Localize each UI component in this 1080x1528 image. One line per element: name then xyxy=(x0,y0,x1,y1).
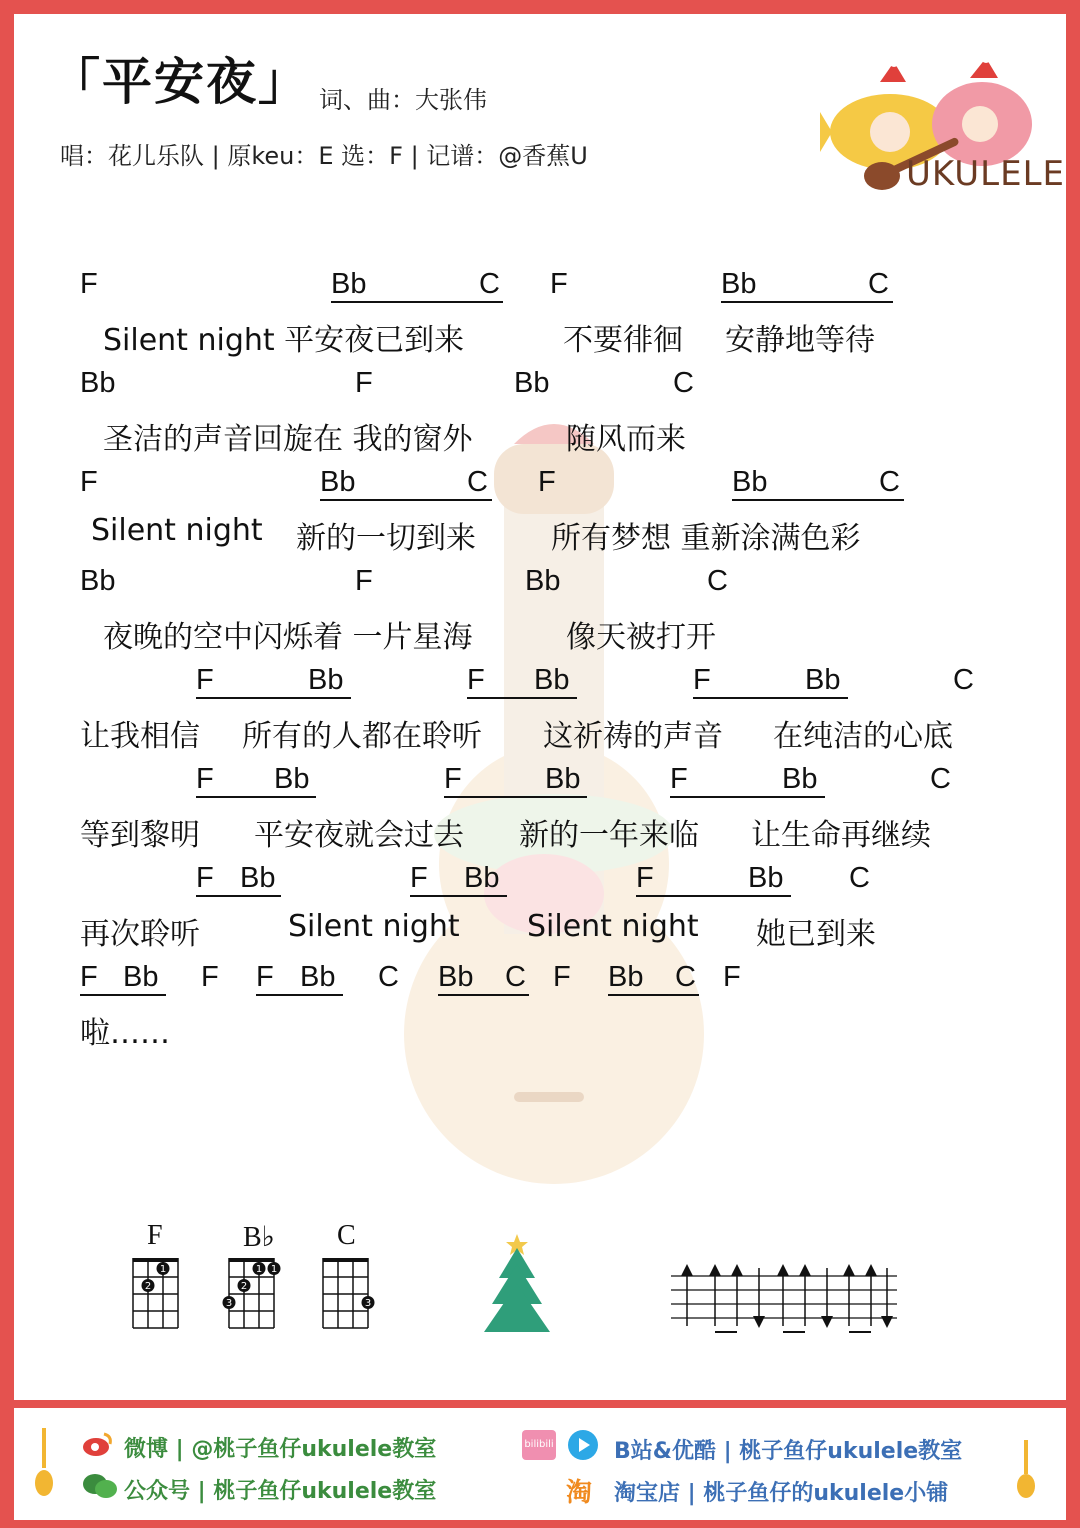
chord-underline xyxy=(438,994,529,996)
chord-symbol: Bb xyxy=(300,961,336,993)
weibo-link[interactable]: 微博 | @桃子鱼仔ukulele教室 xyxy=(124,1437,437,1462)
chord-underline xyxy=(196,895,281,897)
chord-underline xyxy=(608,994,699,996)
taobao-link[interactable]: 淘宝店 | 桃子鱼仔的ukulele小铺 xyxy=(614,1481,949,1506)
finger-dot xyxy=(362,1296,375,1309)
chord-underline xyxy=(320,499,492,501)
ukulele-right-icon xyxy=(1016,1440,1036,1500)
chord-symbol: F xyxy=(355,565,373,597)
chord-underline xyxy=(467,697,577,699)
chord-symbol: Bb xyxy=(308,664,344,696)
chord-symbol: Bb xyxy=(805,664,841,696)
chord-symbol: C xyxy=(479,268,500,300)
chord-symbol: F xyxy=(553,961,571,993)
chord-symbol: F xyxy=(256,961,274,993)
weibo-icon xyxy=(82,1430,114,1458)
chord-symbol: Bb xyxy=(721,268,757,300)
chord-symbol: Bb xyxy=(608,961,644,993)
chord-symbol: F xyxy=(636,862,654,894)
chord-underline xyxy=(693,697,848,699)
chord-symbol: C xyxy=(467,466,488,498)
song-title: 「平安夜」 xyxy=(50,53,310,111)
lyric-line: 再次聆听 xyxy=(80,917,200,952)
lyric-line: 不要徘徊 xyxy=(563,323,683,358)
lyric-line: 这祈祷的声音 xyxy=(543,719,723,754)
lyric-line: 啦…… xyxy=(80,1016,170,1051)
chord-symbol: C xyxy=(879,466,900,498)
wechat-icon xyxy=(82,1472,118,1500)
lyric-line: 所有梦想 重新涂满色彩 xyxy=(551,521,861,556)
chord-symbol: F xyxy=(723,961,741,993)
chord-symbol: Bb xyxy=(438,961,474,993)
chord-diagram-grid xyxy=(125,1254,195,1334)
chord-underline xyxy=(444,796,587,798)
lyric-line: 新的一切到来 xyxy=(296,521,476,556)
ukulele-logo xyxy=(820,54,1066,204)
chord-symbol: Bb xyxy=(240,862,276,894)
svg-text:2: 2 xyxy=(144,1281,152,1292)
chord-symbol: Bb xyxy=(782,763,818,795)
chord-symbol: Bb xyxy=(80,565,116,597)
chord-symbol: F xyxy=(467,664,485,696)
chord-symbol: C xyxy=(868,268,889,300)
finger-dot xyxy=(142,1279,155,1292)
svg-text:1: 1 xyxy=(255,1264,263,1275)
chord-symbol: F xyxy=(201,961,219,993)
chord-symbol: Bb xyxy=(80,367,116,399)
chord-symbol: F xyxy=(444,763,462,795)
chord-symbol: C xyxy=(953,664,974,696)
chord-underline xyxy=(732,499,904,501)
chord-diagram-grid xyxy=(221,1254,291,1334)
chord-underline xyxy=(636,895,791,897)
lyric-line: 像天被打开 xyxy=(566,620,716,655)
lyric-line: 所有的人都在聆听 xyxy=(242,719,482,754)
youku-icon xyxy=(566,1428,600,1462)
taobao-icon: 淘 xyxy=(566,1478,593,1508)
chord-symbol: C xyxy=(675,961,696,993)
lyric-line: 平安夜就会过去 xyxy=(254,818,464,853)
svg-text:3: 3 xyxy=(225,1298,233,1309)
chord-symbol: Bb xyxy=(123,961,159,993)
chord-symbol: Bb xyxy=(514,367,550,399)
chord-symbol: F xyxy=(410,862,428,894)
finger-dot xyxy=(253,1262,266,1275)
finger-dot xyxy=(268,1262,281,1275)
wechat-link[interactable]: 公众号 | 桃子鱼仔ukulele教室 xyxy=(124,1479,437,1504)
svg-text:2: 2 xyxy=(240,1281,248,1292)
lead-sheet xyxy=(14,14,1066,1400)
chord-symbol: Bb xyxy=(748,862,784,894)
chord-diagram-name: B♭ xyxy=(243,1222,275,1253)
chord-symbol: F xyxy=(80,961,98,993)
chord-symbol: Bb xyxy=(545,763,581,795)
chord-symbol: C xyxy=(673,367,694,399)
lyric-line: 安静地等待 xyxy=(725,323,875,358)
lyric-line: 随风而来 xyxy=(566,422,686,457)
finger-dot xyxy=(223,1296,236,1309)
chord-symbol: Bb xyxy=(534,664,570,696)
christmas-tree-icon xyxy=(480,1228,554,1338)
ukulele-left-icon xyxy=(34,1428,54,1498)
chord-diagram-name: C xyxy=(337,1220,356,1251)
chord-symbol: Bb xyxy=(274,763,310,795)
chord-symbol: C xyxy=(930,763,951,795)
chord-symbol: Bb xyxy=(464,862,500,894)
chord-underline xyxy=(331,301,503,303)
finger-dot xyxy=(157,1262,170,1275)
lyric-line: Silent night xyxy=(527,909,699,944)
chord-underline xyxy=(721,301,893,303)
footer-bar xyxy=(14,1408,1066,1520)
chord-symbol: F xyxy=(693,664,711,696)
logo-text: UKULELE xyxy=(906,154,1066,194)
song-info: 唱：花儿乐队 | 原keu：E 选：F | 记谱：@香蕉U xyxy=(60,142,588,170)
chord-symbol: Bb xyxy=(525,565,561,597)
lyric-line: 等到黎明 xyxy=(80,818,200,853)
strum-pattern-icon xyxy=(669,1258,899,1338)
chord-symbol: Bb xyxy=(331,268,367,300)
chord-symbol: F xyxy=(80,466,98,498)
lyric-line: Silent night xyxy=(91,513,263,548)
lyric-line: 在纯洁的心底 xyxy=(773,719,953,754)
finger-dot xyxy=(238,1279,251,1292)
chord-symbol: F xyxy=(538,466,556,498)
lyric-line: 让生命再继续 xyxy=(751,818,931,853)
chord-symbol: Bb xyxy=(732,466,768,498)
chord-symbol: F xyxy=(80,268,98,300)
chord-symbol: F xyxy=(355,367,373,399)
bilibili-icon: bilibili xyxy=(522,1430,556,1460)
chord-symbol: F xyxy=(550,268,568,300)
lyric-line: Silent night xyxy=(288,909,460,944)
chord-symbol: C xyxy=(849,862,870,894)
lyric-line: 新的一年来临 xyxy=(519,818,699,853)
chord-diagram-grid xyxy=(315,1254,385,1334)
chord-symbol: F xyxy=(196,664,214,696)
chord-symbol: C xyxy=(378,961,399,993)
chord-symbol: C xyxy=(707,565,728,597)
svg-text:1: 1 xyxy=(159,1264,167,1275)
composer-credit: 词、曲：大张伟 xyxy=(319,86,487,114)
chord-underline xyxy=(670,796,825,798)
chord-underline xyxy=(256,994,343,996)
lyric-line: 圣洁的声音回旋在 我的窗外 xyxy=(103,422,473,457)
chord-underline xyxy=(196,697,351,699)
chord-symbol: Bb xyxy=(320,466,356,498)
lyric-line: Silent night 平安夜已到来 xyxy=(103,323,465,358)
bilibili-link[interactable]: B站&优酷 | 桃子鱼仔ukulele教室 xyxy=(614,1439,963,1464)
chord-symbol: F xyxy=(670,763,688,795)
lyric-line: 她已到来 xyxy=(756,917,876,952)
svg-text:1: 1 xyxy=(270,1264,278,1275)
chord-symbol: F xyxy=(196,862,214,894)
chord-symbol: C xyxy=(505,961,526,993)
lyric-line: 夜晚的空中闪烁着 一片星海 xyxy=(103,620,473,655)
svg-text:3: 3 xyxy=(364,1298,372,1309)
chord-diagram-name: F xyxy=(147,1220,163,1251)
chord-underline xyxy=(196,796,316,798)
chord-underline xyxy=(410,895,507,897)
lyric-line: 让我相信 xyxy=(80,719,200,754)
chord-underline xyxy=(80,994,166,996)
chord-symbol: F xyxy=(196,763,214,795)
